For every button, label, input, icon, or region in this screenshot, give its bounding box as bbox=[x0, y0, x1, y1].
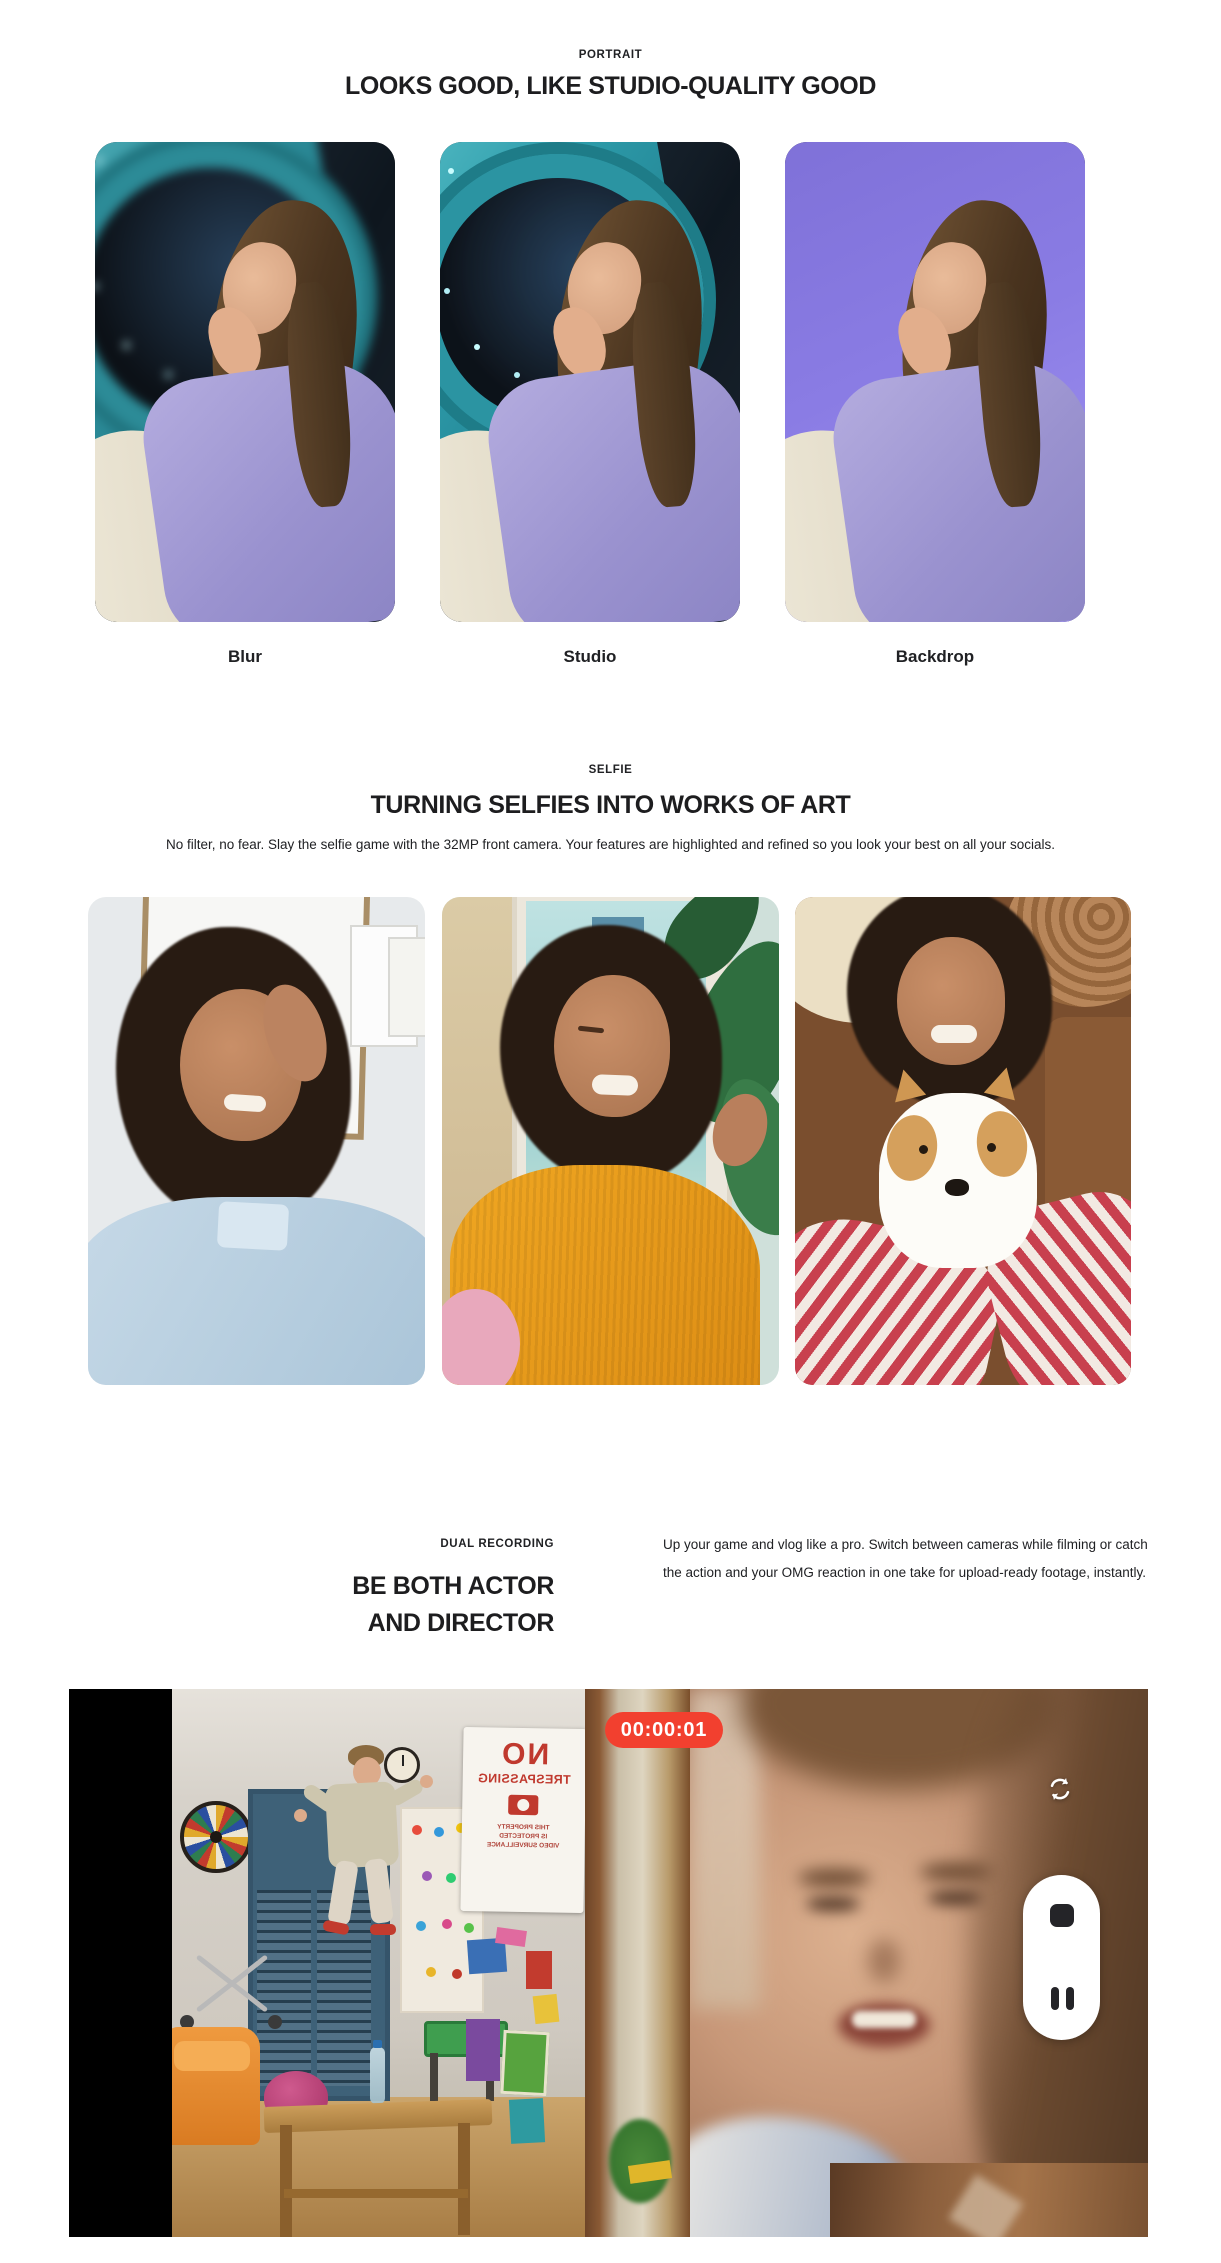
jumping-man-hand-shape bbox=[420, 1775, 433, 1788]
picture-in-picture-inset bbox=[830, 2163, 1148, 2237]
recording-timer-badge: 00:00:01 bbox=[605, 1712, 723, 1748]
selfie-heading: TURNING SELFIES INTO WORKS OF ART bbox=[370, 791, 851, 819]
camera-controls-panel bbox=[1023, 1875, 1100, 2040]
jumping-man-shirt-shape bbox=[325, 1781, 399, 1869]
face-shape bbox=[554, 975, 670, 1117]
face-shape bbox=[897, 937, 1005, 1065]
nose-shadow-shape bbox=[868, 1939, 900, 1983]
dog-eye-shape bbox=[987, 1143, 996, 1152]
water-bottle-shape bbox=[370, 2047, 385, 2104]
dual-recording-eyebrow: DUAL RECORDING bbox=[440, 1538, 554, 1550]
portrait-eyebrow: PORTRAIT bbox=[578, 49, 643, 61]
armchair-cushion-shape bbox=[174, 2041, 250, 2071]
sign-small-line: THIS PROPERTY bbox=[497, 1823, 550, 1832]
table-leg-shape bbox=[458, 2123, 470, 2235]
dartboard-shape bbox=[180, 1801, 252, 1873]
portrait-photo-studio bbox=[440, 142, 740, 622]
pause-bar-icon bbox=[1051, 1987, 1059, 2010]
woman-figure bbox=[785, 142, 1085, 622]
smile-shape bbox=[592, 1074, 639, 1096]
eye-shape bbox=[928, 1891, 982, 1905]
eye-shape bbox=[806, 1897, 860, 1911]
table-crossbar-shape bbox=[284, 2189, 468, 2198]
dual-recording-heading bbox=[0, 1568, 554, 1642]
stroller-wheel-shape bbox=[268, 2015, 282, 2029]
sign-small-line: VIDEO SURVEILLANCE bbox=[486, 1841, 560, 1850]
camera-flip-icon[interactable] bbox=[1046, 1775, 1074, 1803]
letterbox-bar bbox=[69, 1689, 172, 2237]
poster-shape bbox=[526, 1951, 552, 1989]
pause-recording-button[interactable] bbox=[1050, 1987, 1074, 2011]
wall-clock-shape bbox=[384, 1747, 420, 1783]
smile-shape bbox=[223, 1094, 266, 1113]
selfie-photo-3 bbox=[795, 897, 1131, 1385]
table-leg-shape bbox=[280, 2125, 292, 2237]
dog-nose-shape bbox=[945, 1179, 969, 1196]
photo-label-blur: Blur bbox=[228, 647, 262, 666]
lavender-sweater-shape bbox=[481, 352, 740, 622]
heading-line-2: AND DIRECTOR bbox=[367, 1609, 554, 1637]
stop-recording-button[interactable] bbox=[1050, 1904, 1074, 1927]
woman-figure bbox=[440, 142, 740, 622]
pause-bar-icon bbox=[1066, 1987, 1074, 2010]
sign-fine-print bbox=[461, 1822, 584, 1851]
selfie-body-text: No filter, no fear. Slay the selfie game with the 32MP front camera. Your features are highlighted and refined so you look your best on all your socials. bbox=[165, 837, 1055, 852]
selfie-photo-2 bbox=[442, 897, 779, 1385]
woman-figure bbox=[95, 142, 395, 622]
mirrored-sign-content bbox=[460, 1727, 586, 1913]
shutter-slats-shape bbox=[257, 1890, 311, 2086]
smile-shape bbox=[931, 1025, 977, 1043]
selfie-photo-1 bbox=[88, 897, 425, 1385]
door-frame-shape bbox=[585, 1689, 690, 2237]
toy-dots-shape bbox=[412, 1825, 422, 1835]
dual-recording-body-text: Up your game and vlog like a pro. Switch between cameras while filming or catch the action and your OMG reaction in one take for upload-ready footage, instantly. bbox=[663, 1537, 1148, 1580]
poster-shape bbox=[533, 1994, 560, 2024]
poster-shape bbox=[500, 2030, 549, 2096]
lavender-sweater-shape bbox=[136, 352, 395, 622]
poster-shape bbox=[509, 2098, 545, 2144]
portrait-heading: LOOKS GOOD, LIKE STUDIO-QUALITY GOOD bbox=[345, 72, 876, 100]
lavender-sweater-shape bbox=[826, 352, 1085, 622]
heading-line-1: BE BOTH ACTOR bbox=[352, 1572, 554, 1600]
shirt-collar-shape bbox=[217, 1201, 289, 1251]
dog-eye-shape bbox=[919, 1145, 928, 1154]
teeth-shape bbox=[852, 2011, 916, 2028]
jumping-man-hand-shape bbox=[294, 1809, 307, 1822]
portrait-photo-blur bbox=[95, 142, 395, 622]
dual-recording-video bbox=[69, 1689, 1148, 2237]
portrait-photo-backdrop bbox=[785, 142, 1085, 622]
photo-label-backdrop: Backdrop bbox=[895, 647, 975, 666]
eyebrow-shape bbox=[798, 1869, 870, 1887]
jumping-man-shoe-shape bbox=[370, 1924, 396, 1935]
eyebrow-shape bbox=[920, 1863, 992, 1881]
no-trespassing-sign bbox=[460, 1727, 586, 1913]
sign-line-no: NO bbox=[499, 1737, 550, 1772]
selfie-eyebrow: SELFIE bbox=[588, 764, 633, 776]
photo-label-studio: Studio bbox=[563, 647, 617, 666]
window-pane-shape bbox=[388, 937, 425, 1037]
foosball-leg-shape bbox=[430, 2053, 438, 2101]
surveillance-camera-icon bbox=[509, 1795, 539, 1816]
sign-small-line: IS PROTECTED bbox=[499, 1832, 548, 1841]
sign-line-trespassing: TRESPASSING bbox=[477, 1771, 571, 1787]
poster-shape bbox=[466, 2019, 500, 2081]
